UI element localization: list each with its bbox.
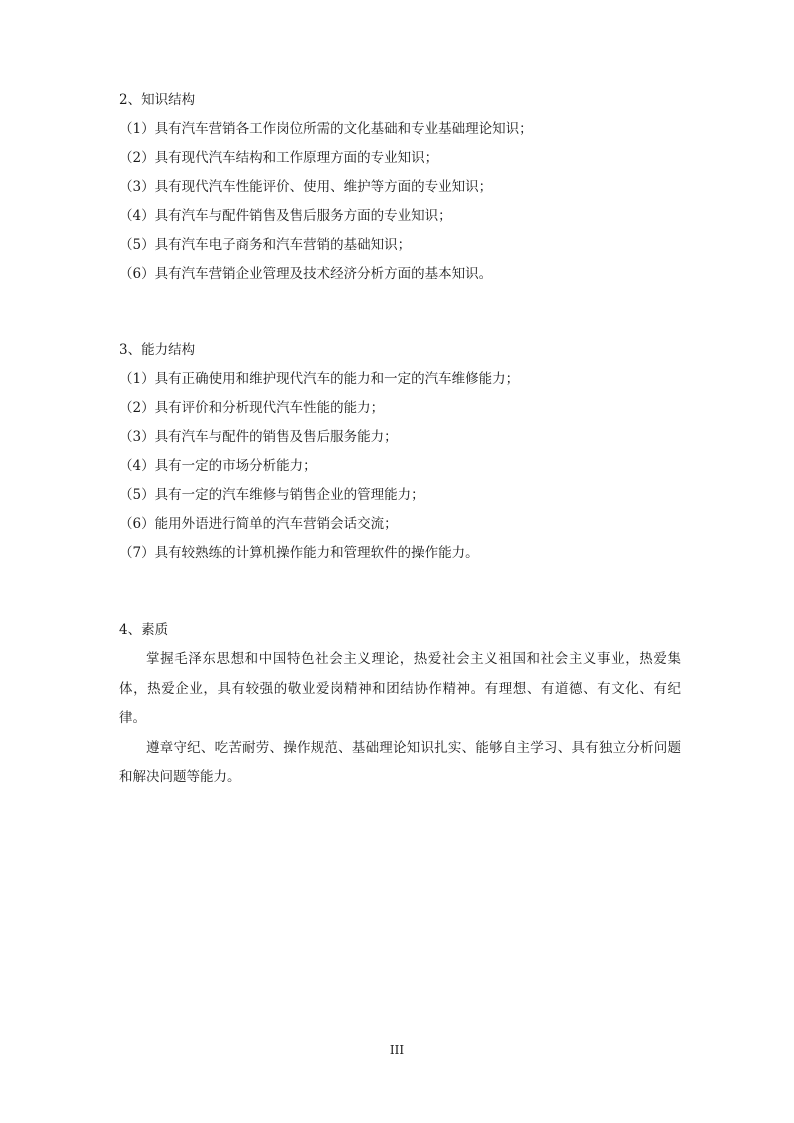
ability-item: （6）能用外语进行简单的汽车营销会话交流； xyxy=(119,516,398,532)
page-number: III xyxy=(389,1043,405,1057)
knowledge-item: （3）具有现代汽车性能评价、使用、维护等方面的专业知识； xyxy=(119,179,493,195)
ability-item: （3）具有汽车与配件的销售及售后服务能力； xyxy=(119,429,398,445)
knowledge-section xyxy=(119,86,679,289)
knowledge-heading: 2、知识结构 xyxy=(119,92,196,108)
quality-section xyxy=(119,616,679,793)
knowledge-item: （4）具有汽车与配件销售及售后服务方面的专业知识； xyxy=(119,208,452,224)
quality-paragraph: 掌握毛泽东思想和中国特色社会主义理论，热爱社会主义祖国和社会主义事业，热爱集体，热爱企业，具有较强的敬业爱岗精神和团结协作精神。有理想、有道德、有文化、有纪律。 xyxy=(119,651,681,726)
ability-section xyxy=(119,336,679,568)
ability-item: （4）具有一定的市场分析能力； xyxy=(119,458,317,474)
ability-item: （2）具有评价和分析现代汽车性能的能力； xyxy=(119,400,385,416)
ability-heading: 3、能力结构 xyxy=(119,342,196,358)
knowledge-item: （5）具有汽车电子商务和汽车营销的基础知识； xyxy=(119,237,412,253)
quality-paragraph: 遵章守纪、吃苦耐劳、操作规范、基础理论知识扎实、能够自主学习、具有独立分析问题和解决问题等能力。 xyxy=(119,739,681,785)
knowledge-item: （6）具有汽车营销企业管理及技术经济分析方面的基本知识。 xyxy=(119,266,493,282)
quality-heading: 4、素质 xyxy=(119,622,169,638)
knowledge-item: （2）具有现代汽车结构和工作原理方面的专业知识； xyxy=(119,150,439,166)
ability-item: （1）具有正确使用和维护现代汽车的能力和一定的汽车维修能力； xyxy=(119,371,520,387)
ability-item: （7）具有较熟练的计算机操作能力和管理软件的操作能力。 xyxy=(119,545,479,561)
ability-item: （5）具有一定的汽车维修与销售企业的管理能力； xyxy=(119,487,425,503)
knowledge-item: （1）具有汽车营销各工作岗位所需的文化基础和专业基础理论知识； xyxy=(119,121,533,137)
